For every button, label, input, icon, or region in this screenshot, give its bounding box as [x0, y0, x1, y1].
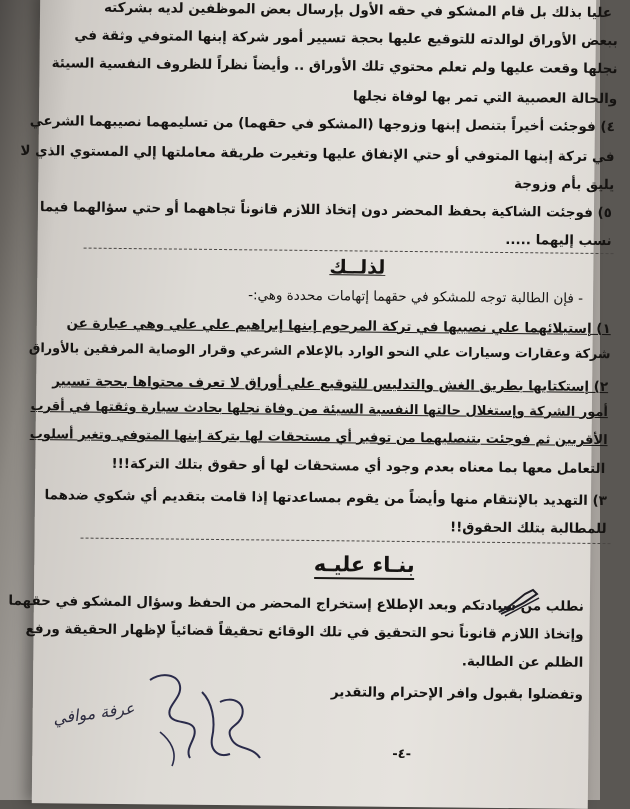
charge-line: شركة وعقارات وسيارات علي النحو الوارد بالإعلام الشرعي وقرار الوصاية المرفقين بالأوراق — [28, 341, 611, 363]
body-line: في تركة إبنها المتوفي أو حتي الإنفاق عليها وتغيرت طريقة معاملتها إلي المستوي الذي لا — [20, 142, 615, 166]
body-line: نجلها وقعت عليها ولم تعلم محتوي تلك الأوراق .. وأيضاً نظراً للظروف النفسية السيئة — [51, 55, 618, 78]
body-line: ٤) فوجئت أخيراً بتنصل إبنها وزوجها (المشكو في حقهما) من تسليمهما نصيبهما الشرعي — [29, 113, 615, 136]
page-number: -٤- — [392, 746, 412, 763]
handwritten-note: عرفة موافي — [51, 698, 136, 728]
body-line: ٥) فوجئت الشاكية بحفظ المحضر دون إتخاذ اللازم قانوناً تجاههما أو حتي سؤالهما فيما — [39, 199, 613, 222]
closing-line: وتفضلوا بقبول وافر الإحترام والتقدير — [330, 684, 584, 703]
section-divider — [81, 538, 611, 545]
section-heading-request: بنـاء عليـه — [284, 552, 444, 581]
charge-line: ٢) إستكتابها بطريق الغش والتدليس للتوقيع علي أوراق لا تعرف محتواها بحجة تسيير — [52, 373, 609, 396]
charge-line: الأقربين ثم فوجئت بتنصليهما من توفير أي مستحقات لها بتركة إبنها المتوفي وتغير أسلوب — [29, 427, 608, 449]
request-line: وإتخاذ اللازم قانوناً نحو التحقيق في تلك الوقائع تحقيقاً قضائياً لإظهار الحقيقة ورفع — [25, 620, 584, 643]
request-line: الظلم عن الطالبة. — [461, 653, 584, 671]
body-line: يليق بأم وزوجة — [514, 176, 615, 194]
charge-line: ١) إستيلائهما علي نصيبها في تركة المرحوم إبنها إبراهيم علي علي وهي عبارة عن — [66, 315, 611, 338]
charge-line: التعامل معها بما معناه بعدم وجود أي مستحقات لها أو حقوق بتلك التركة!!! — [111, 455, 606, 478]
body-line: والحالة العصبية التي تمر بها لوفاة نجلها — [352, 88, 618, 108]
paper-sheet — [8, 0, 618, 809]
request-line: نطلب من سيادتكم وبعد الإطلاع إستخراج المحضر من الحفظ وسؤال المشكو في حقهما — [8, 592, 584, 615]
section-heading: لذلــك — [329, 256, 386, 279]
charge-line: ٣) التهديد بالإنتقام منها وأيضاً من يقوم بمساعدتها إذا قامت بتقديم أي شكوي ضدهما — [44, 487, 608, 510]
body-line: عليا بذلك بل قام المشكو في حقه الأول بإرسال بعض الموظفين لديه بشركته — [103, 0, 613, 22]
charge-line: أمور الشركة وإستغلال حالتها النفسية السيئة من وفاة نجلها بحادث سيارة وثقتها في أقرب — [30, 399, 608, 421]
body-line: ببعض الأوراق لوالدته للتوقيع عليها بحجة تسيير أمور شركة إبنها المتوفي وثقة في — [74, 27, 618, 50]
handwritten-signature-icon — [120, 662, 280, 772]
pen-signature-icon — [495, 586, 543, 618]
charge-line: للمطالبة بتلك الحقوق!! — [449, 519, 607, 538]
body-line: نسب إليهما ..... — [505, 231, 612, 250]
intro-line: - فإن الطالبة توجه للمشكو في حقهما إتهامات محددة وهي:- — [248, 287, 584, 307]
